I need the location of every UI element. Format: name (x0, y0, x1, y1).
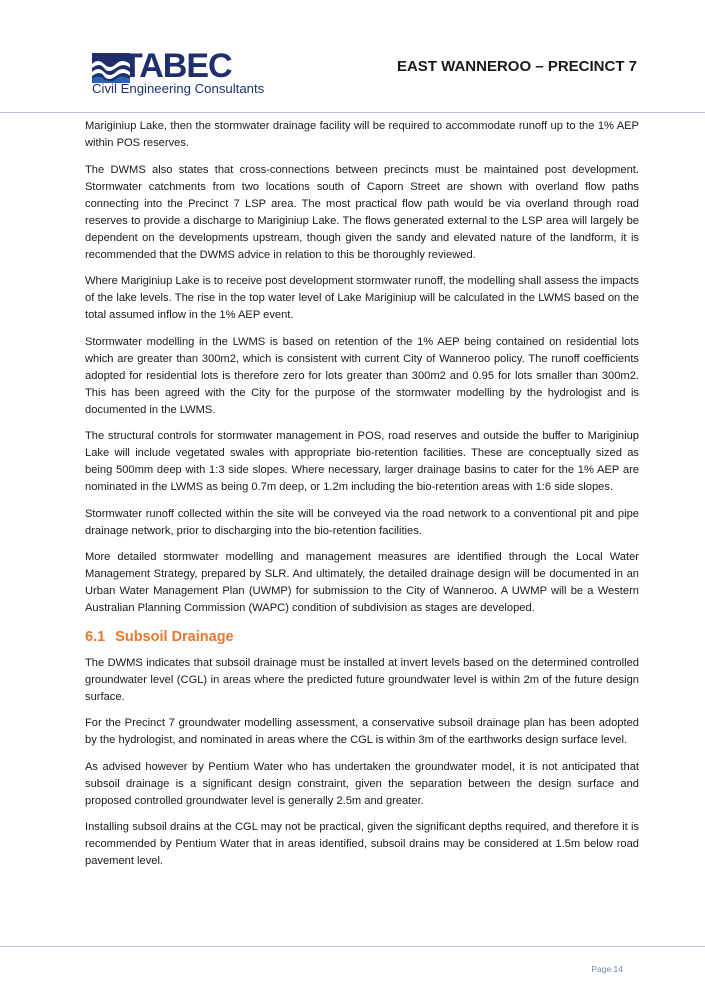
footer-divider (0, 946, 705, 947)
tabec-logo (88, 47, 265, 100)
document-title: EAST WANNEROO – PRECINCT 7 (396, 58, 637, 75)
page-body (85, 118, 639, 880)
body-paragraph: The DWMS also states that cross-connections between precincts must be maintained post development. Stormwater catchments from two locations south of Caporn Street are shown with overland flow paths connecting into the Precinct 7 LSP area. The most practical flow path would be via overland through road reserves to provide a discharge to Mariginiup Lake. The flows generated external to the LSP area will largely be dependent on the developments upstream, though given the sandy and elevated nature of the landform, it is recommended that the DWMS advice in relation to this be thoroughly reviewed. (85, 163, 639, 261)
page-number: Page 14 (591, 964, 623, 974)
section-title: Subsoil Drainage (115, 628, 234, 645)
body-paragraph: The DWMS indicates that subsoil drainage must be installed at invert levels based on the determined controlled groundwater level (CGL) in areas where the predicted future groundwater level is within 2m of the future design surface. (85, 656, 639, 703)
body-paragraph: Installing subsoil drains at the CGL may not be practical, given the significant depths required, and therefore it is recommended by Pentium Water that in areas identified, subsoil drains may be considered at 1.5m below road pavement level. (85, 821, 639, 867)
body-paragraph: Where Mariginiup Lake is to receive post development stormwater runoff, the modelling shall assess the impacts of the lake levels. The rise in the top water level of Lake Mariginiup will be calculated in the LWMS based on the total assumed inflow in the 1% AEP event. (85, 275, 639, 321)
header-divider (0, 112, 705, 113)
section-number: 6.1 (85, 628, 106, 645)
logo-wordmark: TABEC (122, 47, 232, 85)
page-header (0, 0, 705, 112)
body-paragraph: The structural controls for stormwater management in POS, road reserves and outside the buffer to Mariginiup Lake will include vegetated swales with appropriate bio-retention facilities. These are conceptually sized as being 500mm deep with 1:3 side slopes. Where necessary, larger drainage basins to cater for the 1% AEP are nominated in the LWMS as being 0.7m deep, or 1.2m including the bio-retention areas with 1:6 side slopes. (85, 430, 639, 493)
body-paragraph: As advised however by Pentium Water who has undertaken the groundwater model, it is not anticipated that subsoil drainage is a significant design constraint, given the separation between the design surface and proposed controlled groundwater level is generally 2.5m and greater. (85, 760, 639, 807)
body-paragraph: More detailed stormwater modelling and management measures are identified through the Local Water Management Strategy, prepared by SLR. And ultimately, the detailed drainage design will be documented in an Urban Water Management Plan (UWMP) for submission to the City of Wanneroo. A UWMP will be a Western Australian Planning Commission (WAPC) condition of subdivision as stages are developed. (85, 551, 639, 614)
body-paragraph: For the Precinct 7 groundwater modelling assessment, a conservative subsoil drainage plan has been adopted by the hydrologist, and nominated in areas where the CGL is within 3m of the earthworks design surface level. (85, 717, 639, 746)
body-paragraph: Stormwater modelling in the LWMS is based on retention of the 1% AEP being contained on residential lots which are greater than 300m2, which is consistent with current City of Wanneroo policy. The runoff coefficients adopted for residential lots is therefore zero for lots greater than 300m2 and 0.95 for lots smaller than 300m2. This has been agreed with the City for the purpose of the stormwater modelling by the hydrologist and is documented in the LWMS. (85, 335, 639, 416)
body-paragraph: Stormwater runoff collected within the site will be conveyed via the road network to a conventional pit and pipe drainage network, prior to discharging into the bio-retention facilities. (85, 507, 639, 537)
section-heading (85, 627, 639, 647)
body-paragraph: Mariginiup Lake, then the stormwater drainage facility will be required to accommodate runoff up to the 1% AEP within POS reserves. (85, 120, 639, 149)
logo-subtitle: Civil Engineering Consultants (92, 81, 265, 96)
